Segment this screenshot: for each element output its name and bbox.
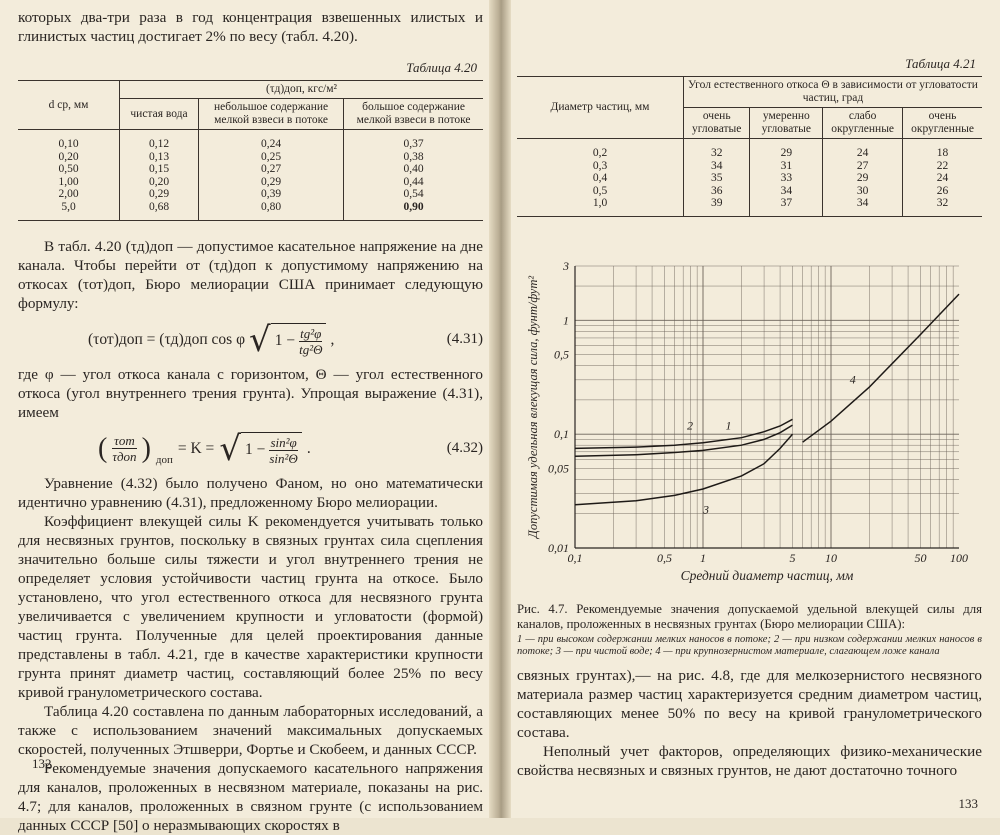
formula-4-31-numerator: tg²φ — [300, 325, 322, 341]
table-4-21-subheader: слабо округленные — [823, 108, 903, 139]
left-para-5: Таблица 4.20 составлена по данным лабораторных исследований, а также с использованием значений максимальных допускаемых скоростей, полученных Этшверри, Фортье и Скобеем, и данных СССР. — [18, 702, 483, 758]
table-4-20 — [18, 80, 483, 221]
table-4-21-d-header: Диаметр частиц, мм — [517, 77, 684, 139]
figure-caption: Рис. 4.7. Рекомендуемые значения допускаемой удельной влекущей силы для каналов, проложенных в несвязных грунтах (Бюро мелиорации США): — [517, 602, 982, 631]
table-cell: 0,4 — [517, 172, 684, 185]
table-row — [517, 160, 982, 173]
table-row — [517, 185, 982, 198]
table-cell: 32 — [903, 197, 982, 216]
table-cell: 0,40 — [344, 163, 483, 176]
table-cell: 5,0 — [18, 201, 120, 220]
chart-grid — [575, 266, 959, 548]
left-para-2: где φ — угол откоса канала с горизонтом, Θ — угол естественного откоса (угол внутреннего трения грунта). Упрощая выражение (4.31), имеем — [18, 365, 483, 421]
formula-4-31 — [18, 319, 483, 360]
table-cell: 0,25 — [199, 151, 344, 164]
table-row — [18, 201, 483, 220]
figure-4-7-chart — [517, 252, 985, 597]
table-cell: 37 — [750, 197, 823, 216]
x-tick-label: 100 — [950, 551, 968, 565]
table-row — [18, 176, 483, 189]
table-4-20-group-header: (τд)доп, кгс/м² — [120, 81, 484, 99]
table-cell: 0,54 — [344, 188, 483, 201]
table-cell: 1,00 — [18, 176, 120, 189]
y-tick-label: 0,1 — [554, 427, 569, 442]
formula-4-31-fraction — [299, 326, 322, 357]
left-para-4: Коэффициент влекущей силы K рекомендуется учитывать только для несвязных грунтов, поскольку в связных грунтах сила сцепления значительно больше силы тяжести и угол внутреннего трения не определяет условия устойчивости частиц грунта на откосе. Было установлено, что угол естественного откоса для несвязного грунта увеличивается с увеличением крупности и угловатости (формой) частиц грунта. Полученные для целей проектирования данные представлены в табл. 4.21, где в качестве характеристики крупности грунта принят диаметр частиц, составляющий более 25% по весу кривой гранулометрического состава. — [18, 512, 483, 701]
table-cell: 0,29 — [199, 176, 344, 189]
table-cell: 0,12 — [120, 130, 199, 151]
series-label-1: 1 — [725, 418, 732, 433]
left-top-text: которых два-три раза в год концентрация взвешенных илистых и глинистых частиц достигает 2% по весу (табл. 4.20). — [18, 9, 483, 45]
formula-4-31-tail: , — [330, 330, 335, 348]
table-row — [517, 139, 982, 160]
x-tick-label: 50 — [914, 551, 927, 565]
table-cell: 32 — [684, 139, 750, 160]
sqrt-sign: √ 1 − $\frac{\text{tg²φ}}{\text{tg²Θ}}$ — [249, 323, 326, 357]
table-row — [18, 188, 483, 201]
figure-legend: 1 — при высоком содержании мелких наносов в потоке; 2 — при низком содержании мелких наносов в потоке; 3 — при чистой воде; 4 — при крупнозернистом материале, слагающем ложе канала — [517, 634, 982, 657]
right-para-2: Неполный учет факторов, определяющих физико-механические свойства несвязных и связных грунтов, не дают достаточно точного — [517, 743, 982, 779]
x-tick-label: 0,5 — [656, 551, 672, 565]
table-cell: 34 — [823, 197, 903, 216]
formula-4-32-number: (4.32) — [446, 440, 483, 457]
table-cell: 24 — [823, 139, 903, 160]
table-cell: 29 — [750, 139, 823, 160]
formula-4-31-one: 1 − — [274, 332, 296, 350]
series-line-4 — [803, 294, 959, 442]
table-cell: 0,13 — [120, 151, 199, 164]
table-cell: 0,68 — [120, 201, 199, 220]
left-para-3: Уравнение (4.32) было получено Фаном, но оно математически идентично уравнению (4.31), предложенному Бюро мелиорации. — [18, 474, 483, 511]
chart-labels — [526, 259, 968, 583]
table-cell: 39 — [684, 197, 750, 216]
formula-4-31-number: (4.31) — [446, 331, 483, 348]
table-cell: 0,90 — [344, 201, 483, 220]
table-cell: 1,0 — [517, 197, 684, 216]
table-cell: 26 — [903, 185, 982, 198]
table-row — [517, 197, 982, 216]
table-cell: 34 — [684, 160, 750, 173]
x-tick-label: 5 — [789, 551, 796, 565]
formula-4-32-lhs-den: τдоп — [112, 449, 137, 465]
table-cell: 35 — [684, 172, 750, 185]
book-gutter — [489, 0, 511, 818]
table-4-20-d-header: d ср, мм — [18, 81, 120, 130]
right-page — [503, 0, 1000, 818]
table-cell: 33 — [750, 172, 823, 185]
table-cell: 0,20 — [120, 176, 199, 189]
series-label-3: 3 — [703, 502, 709, 517]
table-cell: 29 — [823, 172, 903, 185]
table-row — [517, 172, 982, 185]
formula-4-32: ( $\frac{\text{τот}}{\text{τдоп}}$ ) доп = K = √ 1 − $\frac{\text{sin²φ}}{\text{sin²Θ}}$ . (4.32) — [98, 428, 483, 469]
table-cell: 22 — [903, 160, 982, 173]
x-tick-label: 1 — [700, 551, 706, 565]
table-cell: 0,5 — [517, 185, 684, 198]
table-cell: 24 — [903, 172, 982, 185]
y-tick-label: 0,05 — [548, 461, 569, 476]
sqrt-sign: √ 1 − $\frac{\text{sin²φ}}{\text{sin²Θ}}$ — [219, 432, 302, 466]
table-cell: 27 — [823, 160, 903, 173]
right-para-1: связных грунтах),— на рис. 4.8, где для мелкозернистого несвязного материала размер частиц характеризуется средним диаметром частиц, составляющих менее 50% по весу на кривой гранулометрического состава. — [517, 667, 982, 741]
y-axis-label: Допустимая удельная влекущая сила, фунт/фут² — [526, 275, 540, 539]
formula-4-31-denominator: tg²Θ — [299, 341, 323, 357]
chart-axes — [575, 266, 959, 548]
x-tick-label: 10 — [825, 551, 837, 565]
table-row — [18, 163, 483, 176]
table-cell: 0,15 — [120, 163, 199, 176]
table-4-20-subheader: большое содержание мелкой взвеси в потоке — [344, 99, 483, 130]
table-4-20-caption: Таблица 4.20 — [406, 60, 477, 75]
table-cell: 0,38 — [344, 151, 483, 164]
table-cell: 0,50 — [18, 163, 120, 176]
table-row — [18, 151, 483, 164]
table-4-21-caption: Таблица 4.21 — [905, 56, 976, 71]
x-tick-label: 0,1 — [567, 551, 583, 565]
formula-4-32-fraction — [269, 435, 297, 466]
series-label-4: 4 — [849, 372, 856, 387]
page-number-left: 132 — [32, 756, 52, 771]
formula-4-32-lhs-fraction — [112, 433, 136, 464]
x-axis-label: Средний диаметр частиц, мм — [680, 568, 854, 583]
table-4-20-subheader: небольшое содержание мелкой взвеси в потоке — [199, 99, 344, 130]
y-tick-label: 3 — [563, 259, 569, 273]
formula-4-32-one: 1 − — [244, 441, 266, 459]
table-cell: 0,44 — [344, 176, 483, 189]
table-cell: 2,00 — [18, 188, 120, 201]
formula-4-32-numerator: sin²φ — [270, 434, 297, 450]
table-cell: 34 — [750, 185, 823, 198]
formula-4-31-lhs: (τот)доп = (τд)доп cos φ — [88, 330, 246, 348]
table-cell: 36 — [684, 185, 750, 198]
table-4-21-group-header: Угол естественного откоса Θ в зависимости от угловатости частиц, град — [684, 77, 983, 108]
formula-4-32-tail: . — [306, 439, 311, 457]
table-cell: 0,10 — [18, 130, 120, 151]
table-cell: 31 — [750, 160, 823, 173]
table-cell: 0,80 — [199, 201, 344, 220]
table-cell: 0,2 — [517, 139, 684, 160]
table-cell: 30 — [823, 185, 903, 198]
y-tick-label: 0,01 — [548, 541, 569, 555]
y-tick-label: 1 — [563, 313, 569, 328]
table-cell: 0,3 — [517, 160, 684, 173]
table-4-21 — [517, 76, 982, 217]
table-row — [18, 130, 483, 151]
page-number-right: 133 — [958, 796, 978, 811]
y-tick-label: 0,5 — [554, 347, 569, 362]
table-cell: 0,27 — [199, 163, 344, 176]
table-cell: 0,20 — [18, 151, 120, 164]
table-cell: 0,29 — [120, 188, 199, 201]
formula-4-32-lhs-sub: доп — [155, 453, 173, 466]
table-cell: 0,24 — [199, 130, 344, 151]
table-4-21-subheader: умеренно угловатые — [750, 108, 823, 139]
formula-4-32-lhs-num: τот — [114, 433, 135, 449]
table-cell: 0,37 — [344, 130, 483, 151]
table-cell: 0,39 — [199, 188, 344, 201]
series-line-2 — [575, 425, 793, 456]
table-4-21-subheader: очень угловатые — [684, 108, 750, 139]
formula-4-32-mid: = K = — [177, 439, 215, 457]
left-para-6: Рекомендуемые значения допускаемого касательного напряжения для каналов, проложенных в несвязном материале, показаны на рис. 4.7; для каналов, проложенных в связном грунте (с использованием данных СССР [50] о неразмывающих скоростях в — [18, 759, 483, 834]
table-cell: 18 — [903, 139, 982, 160]
formula-4-32-denominator: sin²Θ — [269, 450, 298, 466]
table-4-20-subheader: чистая вода — [120, 99, 199, 130]
left-page — [0, 0, 497, 834]
series-label-2: 2 — [687, 418, 694, 433]
left-para-1: В табл. 4.20 (τд)доп — допустимое касательное напряжение на дне канала. Чтобы перейти от (τд)доп к допустимому напряжению на откосах (τот)доп, Бюро мелиорации США принимает следующую формулу: — [18, 237, 483, 312]
table-4-21-subheader: очень округленные — [903, 108, 982, 139]
